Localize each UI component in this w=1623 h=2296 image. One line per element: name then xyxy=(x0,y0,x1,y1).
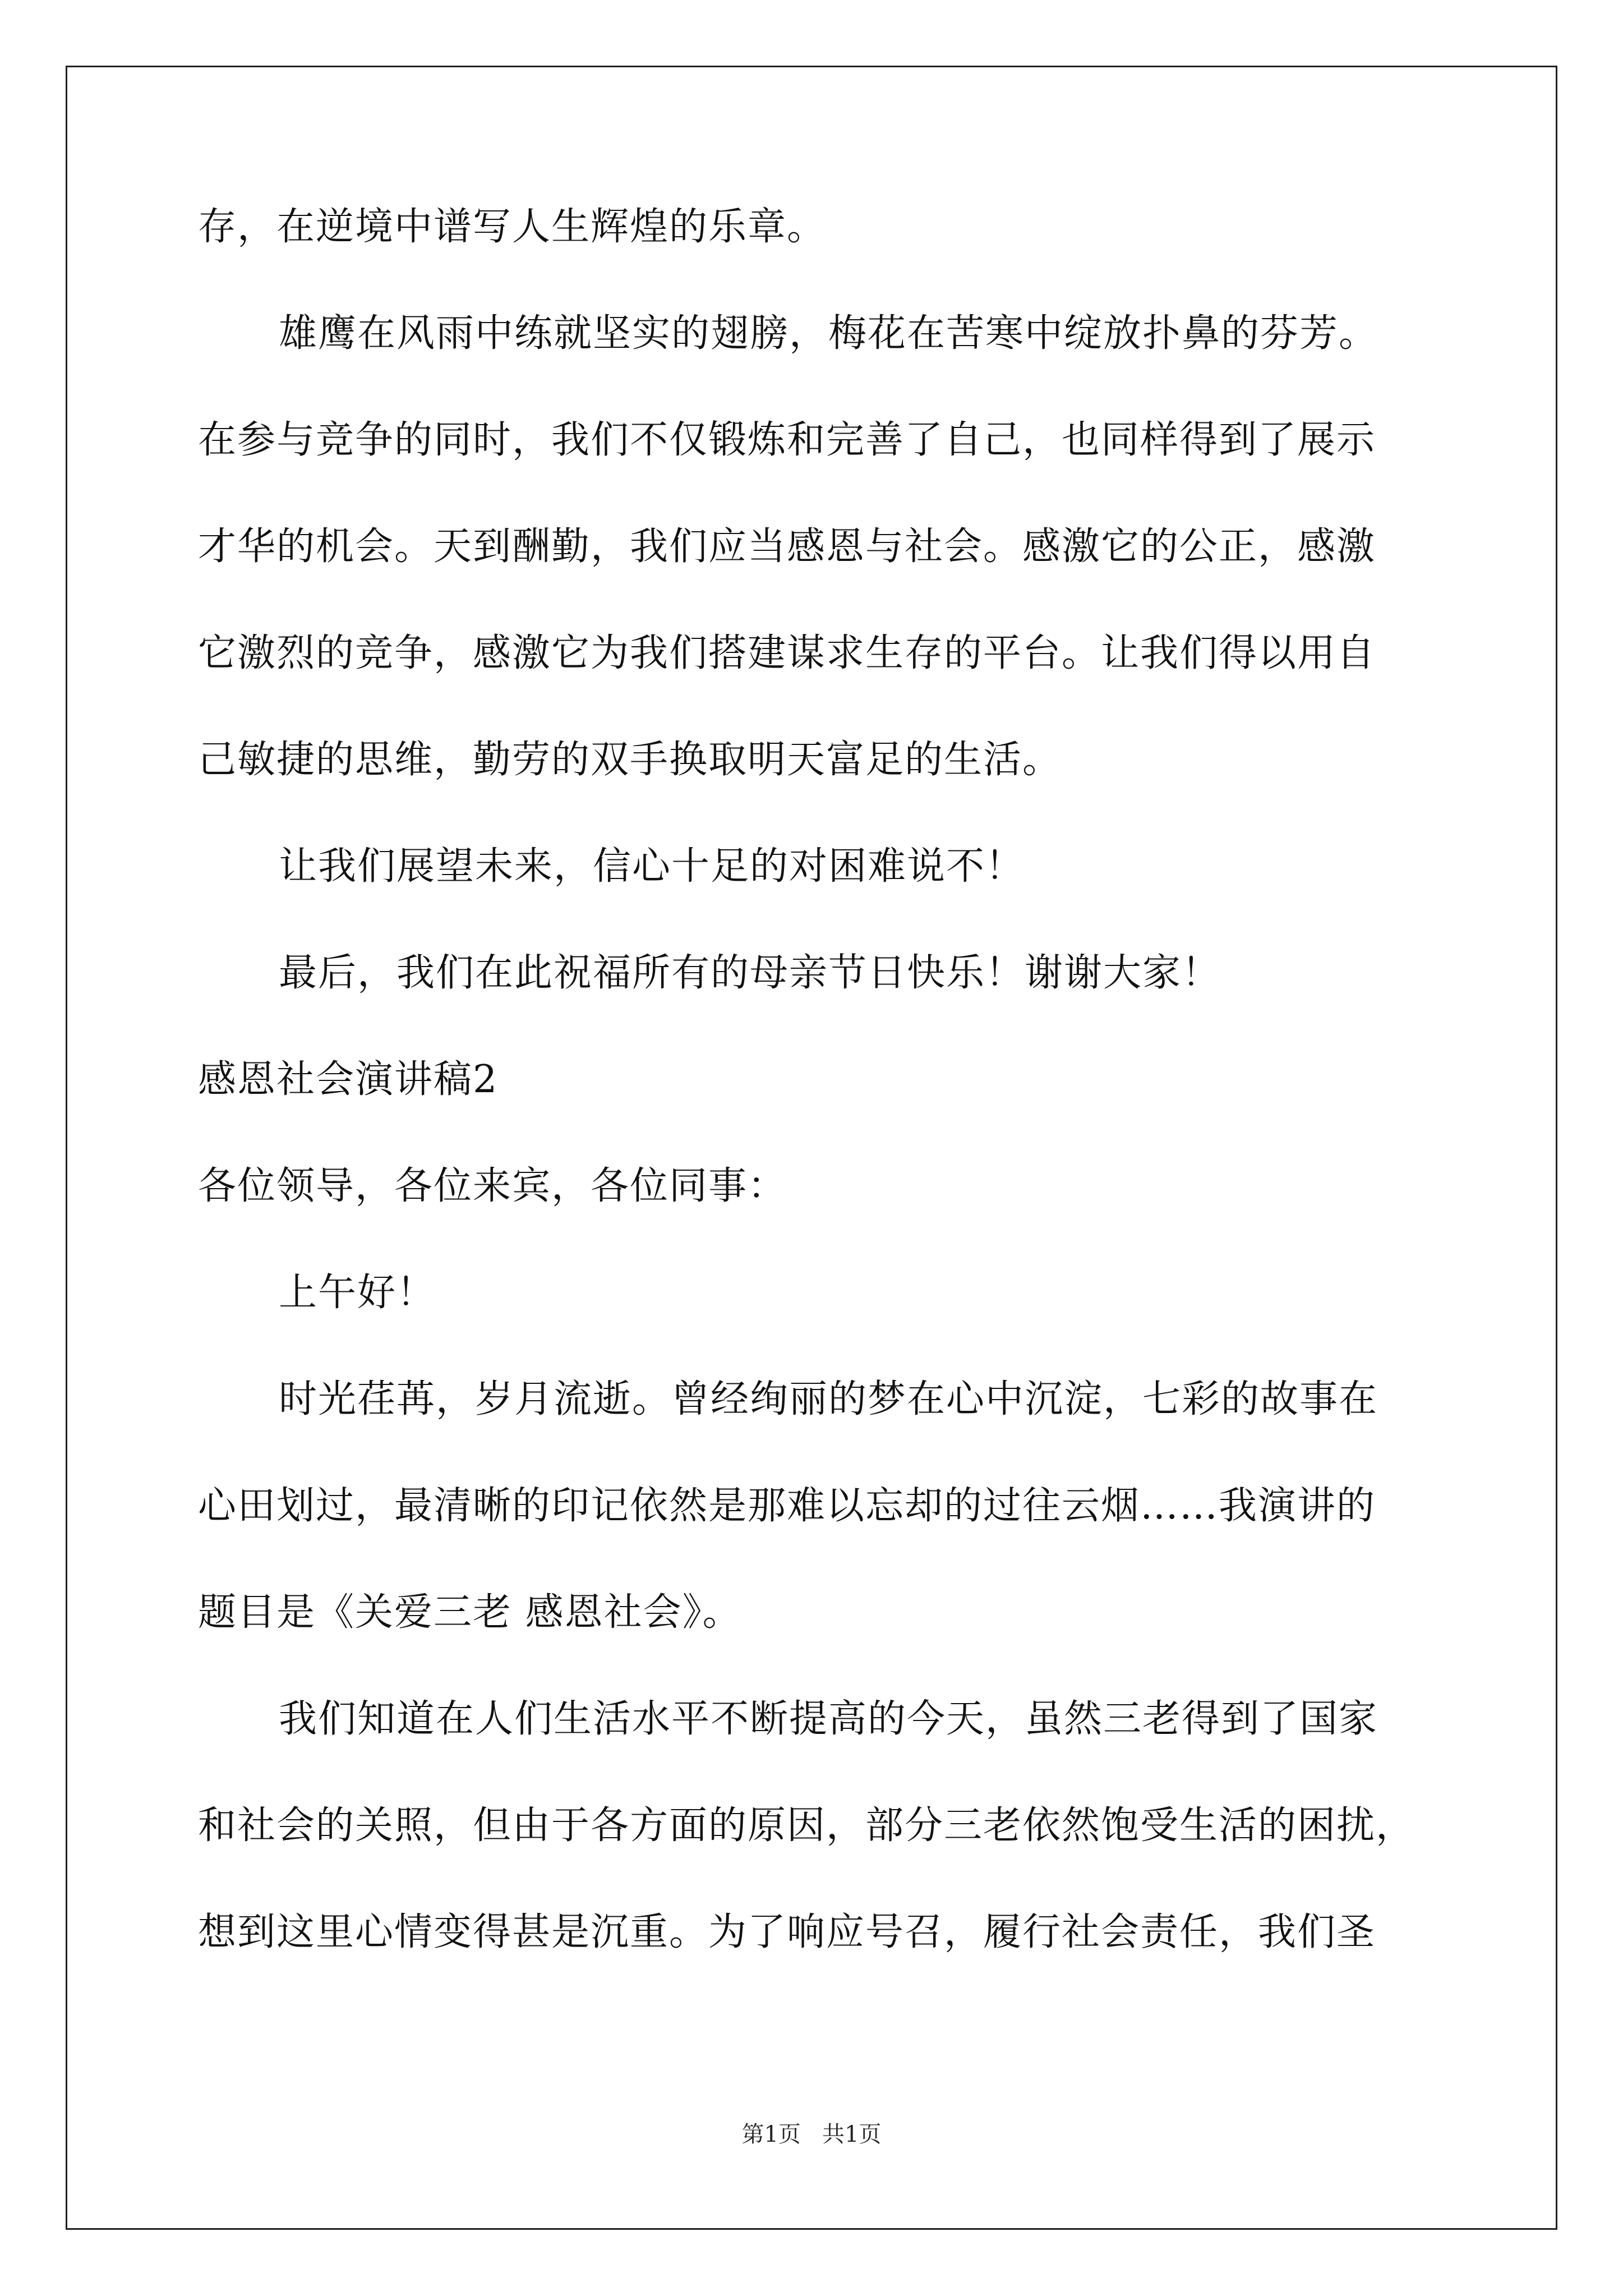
greeting: 上午好！ xyxy=(279,1271,436,1315)
text-line: 才华的机会。天到酬勤，我们应当感恩与社会。感激它的公正，感激 xyxy=(198,524,1376,569)
page-border xyxy=(66,66,1557,2230)
text-line: 存，在逆境中谱写人生辉煌的乐章。 xyxy=(198,205,827,249)
text-line: 题目是《关爱三老 感恩社会》。 xyxy=(198,1590,742,1635)
paragraph-line: 我们知道在人们生活水平不断提高的今天，虽然三老得到了国家 xyxy=(279,1697,1378,1741)
text-line: 己敏捷的思维，勤劳的双手换取明天富足的生活。 xyxy=(198,738,1062,782)
paragraph-line: 雄鹰在风雨中练就坚实的翅膀，梅花在苦寒中绽放扑鼻的芬芳。 xyxy=(279,311,1378,356)
section-title: 感恩社会演讲稿2 xyxy=(198,1057,499,1102)
text-line: 在参与竞争的同时，我们不仅锻炼和完善了自己，也同样得到了展示 xyxy=(198,418,1376,462)
text-line: 想到这里心情变得甚是沉重。为了响应号召，履行社会责任，我们圣 xyxy=(198,1910,1376,1954)
page-footer: 第1页 共1页 xyxy=(741,2122,882,2147)
text-line: 它激烈的竞争，感激它为我们搭建谋求生存的平台。让我们得以用自 xyxy=(198,631,1376,675)
salutation: 各位领导，各位来宾，各位同事： xyxy=(198,1164,787,1208)
text-line: 和社会的关照，但由于各方面的原因，部分三老依然饱受生活的困扰， xyxy=(198,1803,1415,1848)
text-line: 心田划过，最清晰的印记依然是那难以忘却的过往云烟……我演讲的 xyxy=(198,1484,1376,1528)
paragraph-line: 最后，我们在此祝福所有的母亲节日快乐！谢谢大家！ xyxy=(279,951,1221,995)
paragraph-line: 让我们展望未来，信心十足的对困难说不！ xyxy=(279,844,1025,889)
paragraph-line: 时光荏苒，岁月流逝。曾经绚丽的梦在心中沉淀，七彩的故事在 xyxy=(279,1377,1378,1421)
